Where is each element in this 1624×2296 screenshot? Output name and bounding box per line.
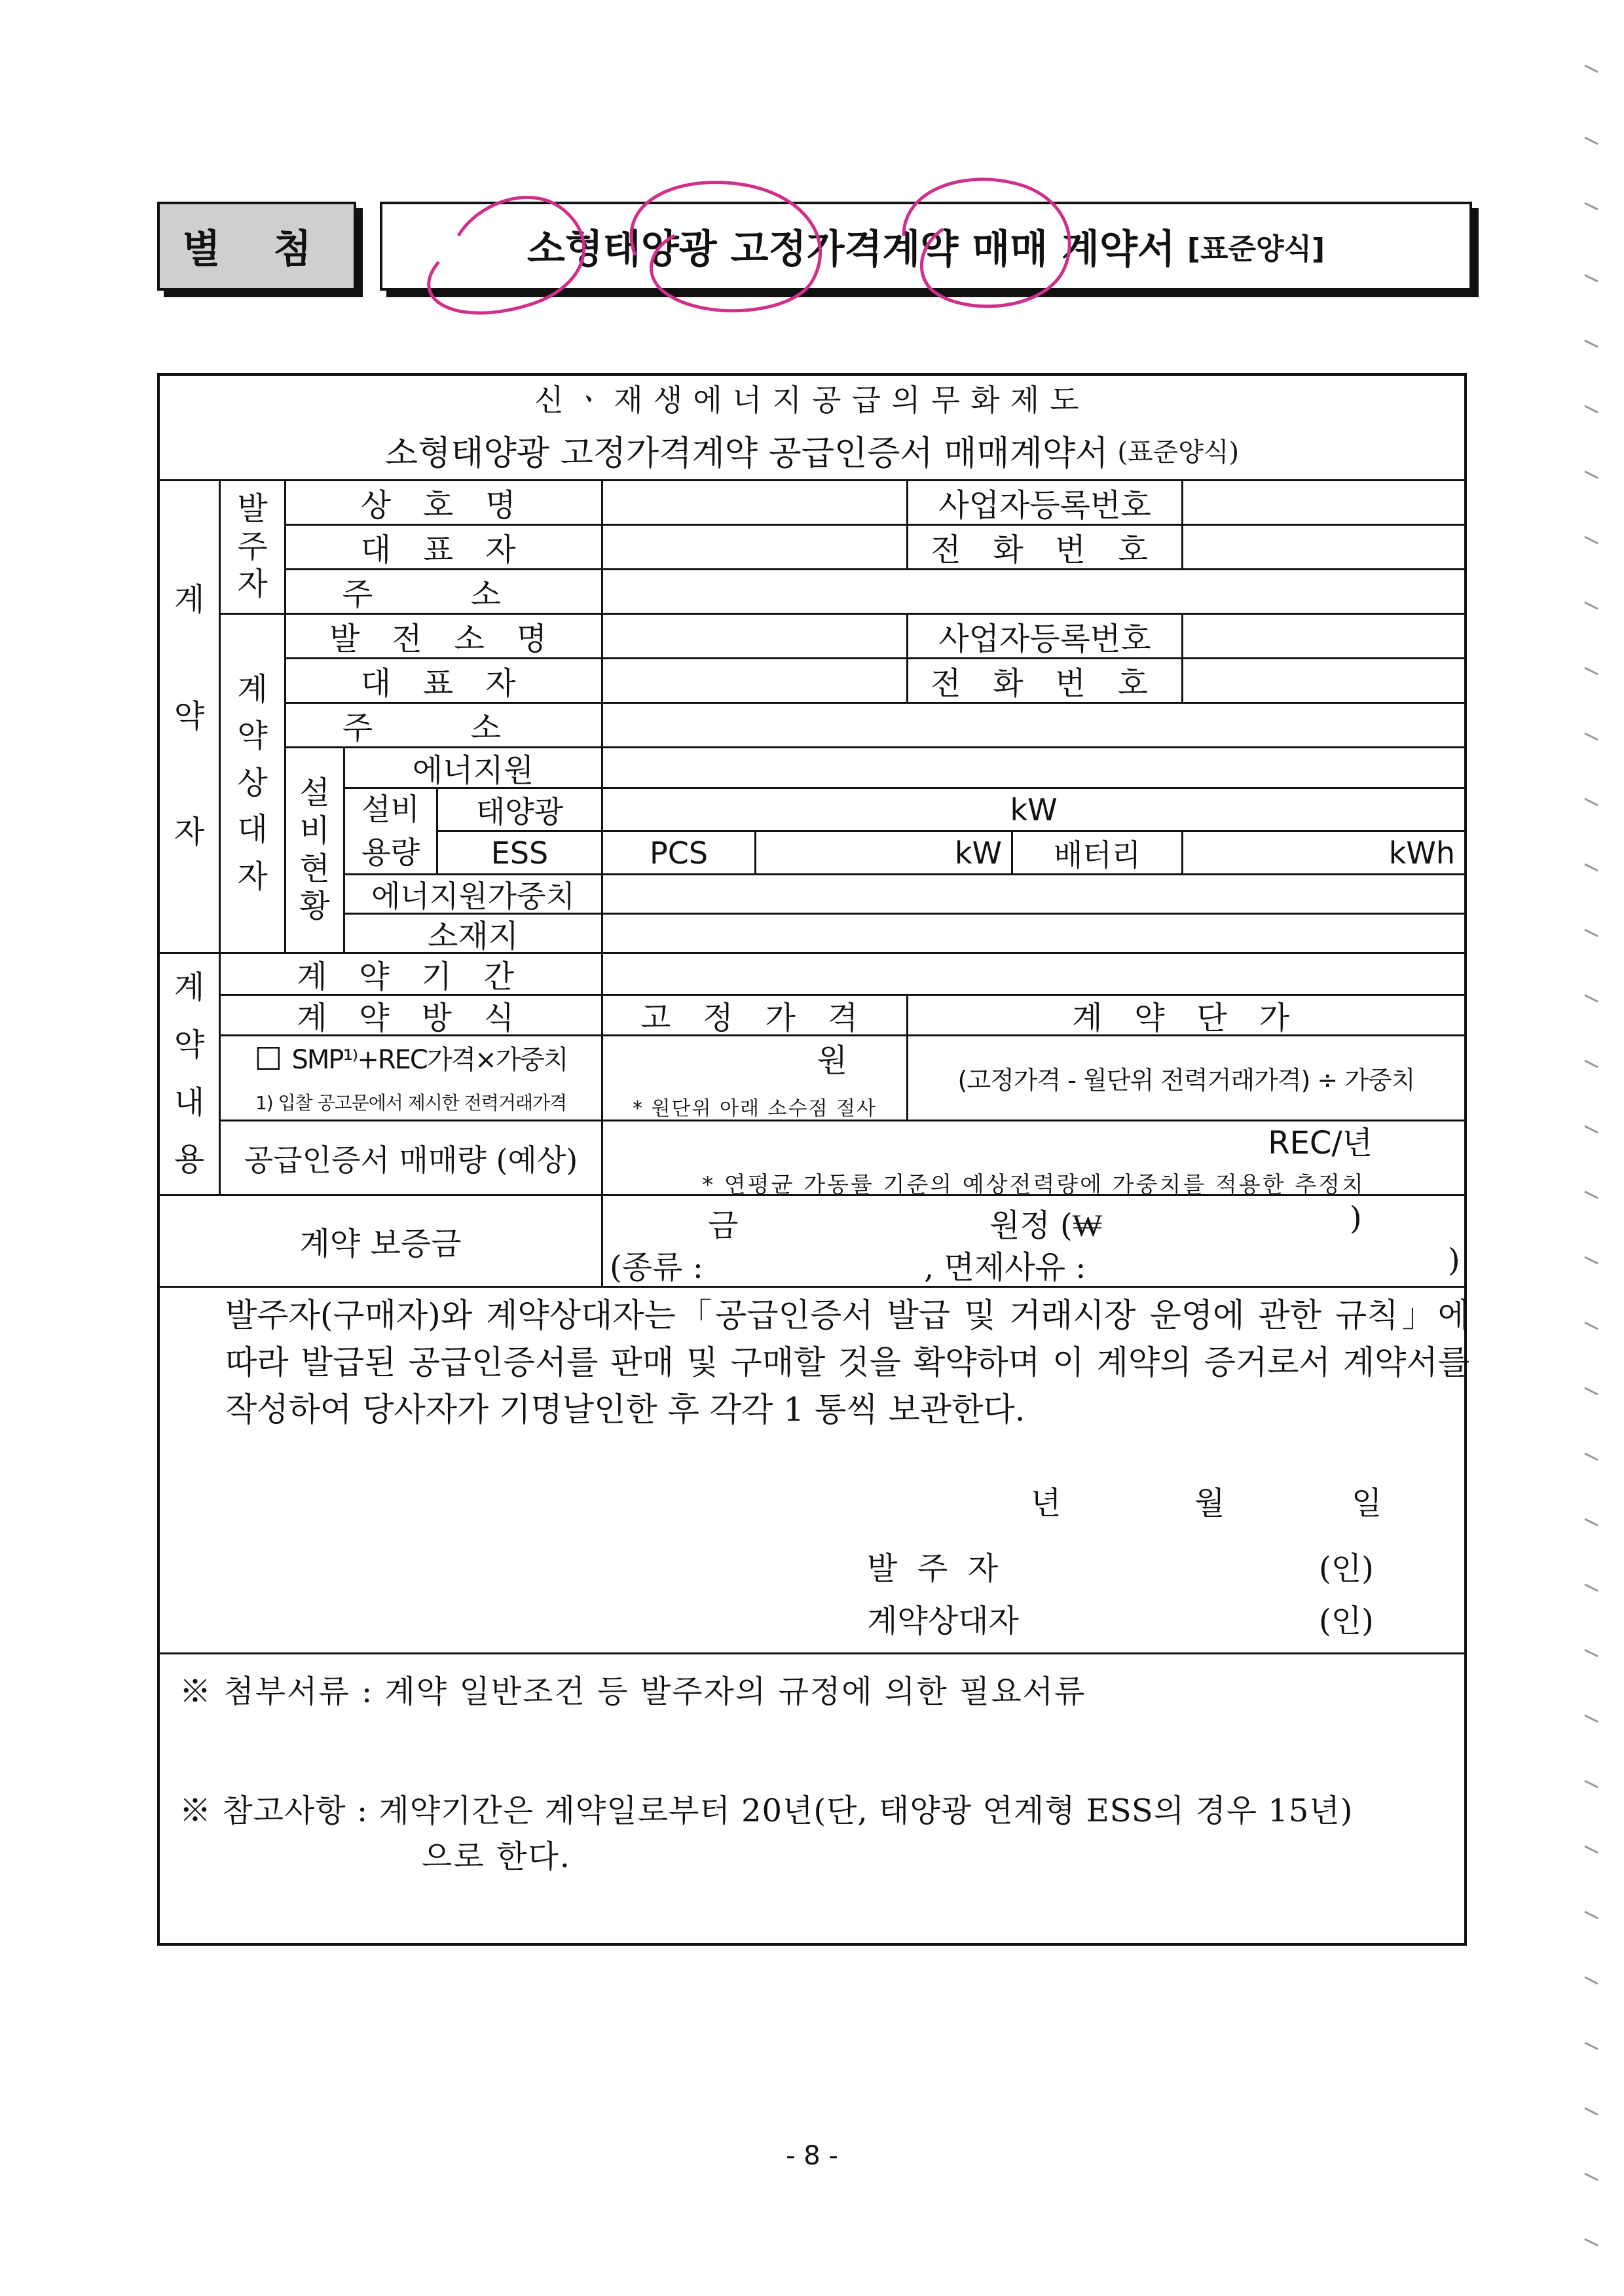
reference-note-continued: 으로 한다. <box>422 1838 571 1875</box>
orderer-label-char: 자 <box>237 566 268 603</box>
party-label-char: 자 <box>174 814 205 851</box>
facility-label-char: 현 <box>299 850 330 887</box>
solar-capacity-field[interactable]: kW <box>601 787 1464 830</box>
counterparty-label-char: 자 <box>237 858 268 895</box>
deposit-label: 계약 보증금 <box>160 1194 601 1286</box>
party-label <box>160 479 219 952</box>
orderer-company-name-label: 상 호 명 <box>284 479 601 524</box>
page-number: - 8 - <box>786 2141 838 2171</box>
deposit-amount-label: 원정 (₩ <box>989 1207 1103 1244</box>
party-label-char: 계 <box>174 581 205 619</box>
binding-marks <box>1565 0 1624 2296</box>
content-label-char: 내 <box>174 1084 205 1121</box>
rec-unit: REC/년 <box>1268 1124 1373 1161</box>
orderer-label <box>219 479 284 613</box>
document-title: 소형태양광 고정가격계약 매매 계약서 <box>526 227 1175 272</box>
pcs-label: PCS <box>601 830 754 873</box>
battery-label: 배터리 <box>1011 830 1181 873</box>
energy-source-field[interactable] <box>601 746 1464 787</box>
orderer-label-char: 주 <box>237 528 268 565</box>
document-title-suffix: [표준양식] <box>1187 232 1325 266</box>
seal-counterparty[interactable]: (인) <box>1319 1603 1374 1639</box>
counterparty-phone-field[interactable] <box>1181 657 1464 702</box>
form-title-suffix: (표준양식) <box>1117 437 1240 467</box>
counterparty-label-char: 대 <box>237 811 268 848</box>
period-label: 계 약 기 간 <box>219 952 601 994</box>
battery-capacity-field[interactable]: kWh <box>1181 830 1464 873</box>
counterparty-representative-label: 대 표 자 <box>284 657 601 702</box>
weight-field[interactable] <box>601 873 1464 913</box>
deposit-amount-close: ) <box>1350 1200 1362 1237</box>
facility-label-char: 황 <box>299 888 330 925</box>
counterparty-label <box>219 613 284 952</box>
party-label-char: 약 <box>174 697 205 735</box>
fixed-price-label: 고 정 가 격 <box>601 994 906 1034</box>
capacity-label-line: 용량 <box>361 834 420 870</box>
deposit-exemption-label: , 면제사유 : <box>924 1249 1086 1286</box>
seal-orderer[interactable]: (인) <box>1319 1550 1374 1587</box>
signer-counterparty: 계약상대자 <box>867 1603 1019 1639</box>
method-label: 계 약 방 식 <box>219 994 601 1034</box>
unit-price-formula: (고정가격 - 월단위 전력거래가격) ÷ 가중치 <box>906 1034 1464 1120</box>
orderer-address-label: 주 소 <box>284 568 601 613</box>
content-label-char: 계 <box>174 969 205 1006</box>
pen-circle-3 <box>904 179 1069 306</box>
counterparty-biz-reg-label: 사업자등록번호 <box>906 613 1181 657</box>
counterparty-biz-reg-field[interactable] <box>1181 613 1464 657</box>
orderer-phone-field[interactable] <box>1181 524 1464 568</box>
agreement-section <box>160 1286 1469 1652</box>
deposit-cell[interactable] <box>601 1194 1464 1286</box>
content-label-char: 약 <box>174 1026 205 1063</box>
smp-checkbox[interactable]: ☐ <box>254 1040 283 1078</box>
content-label <box>160 952 219 1194</box>
orderer-phone-label: 전 화 번 호 <box>906 524 1181 568</box>
plant-name-field[interactable] <box>601 613 906 657</box>
facility-label-char: 비 <box>299 812 330 849</box>
attachment-badge: 별 첨 <box>157 202 356 291</box>
smp-footnote: 1) 입찰 공고문에서 제시한 전력거래가격 <box>255 1092 567 1114</box>
counterparty-phone-label: 전 화 번 호 <box>906 657 1181 702</box>
attachment-note: ※ 첨부서류 : 계약 일반조건 등 발주자의 규정에 의한 필요서류 <box>179 1673 1086 1710</box>
weight-label: 에너지원가중치 <box>343 873 601 913</box>
date-day: 일 <box>1352 1485 1382 1522</box>
volume-note: * 연평균 가동률 기준의 예상전력량에 가중치를 적용한 추정치 <box>702 1171 1365 1198</box>
counterparty-address-field[interactable] <box>601 702 1464 746</box>
facility-label-char: 설 <box>299 774 330 812</box>
capacity-label-line: 설비 <box>361 792 420 828</box>
date-month: 월 <box>1194 1485 1225 1522</box>
volume-label: 공급인증서 매매량 (예상) <box>219 1120 601 1194</box>
plant-name-label: 발 전 소 명 <box>284 613 601 657</box>
signer-orderer: 발 주 자 <box>867 1550 999 1587</box>
volume-cell[interactable] <box>601 1120 1464 1198</box>
counterparty-label-char: 계 <box>237 670 268 708</box>
orderer-company-name-field[interactable] <box>601 479 906 524</box>
contract-form <box>157 373 1467 1946</box>
reference-note: ※ 참고사항 : 계약기간은 계약일로부터 20년(단, 태양광 연계형 ESS의 경우 15년) <box>179 1793 1354 1829</box>
method-cell <box>219 1034 601 1120</box>
form-title-text: 소형태양광 고정가격계약 공급인증서 매매계약서 <box>384 433 1109 473</box>
deposit-type-label: (종류 : <box>610 1249 703 1286</box>
unit-price-label: 계 약 단 가 <box>906 994 1464 1034</box>
energy-source-label: 에너지원 <box>343 746 601 787</box>
content-label-char: 용 <box>174 1141 205 1178</box>
period-field[interactable] <box>601 952 1464 994</box>
counterparty-representative-field[interactable] <box>601 657 906 702</box>
deposit-amount-prefix: 금 <box>708 1207 739 1244</box>
orderer-label-char: 발 <box>237 490 268 528</box>
orderer-biz-reg-field[interactable] <box>1181 479 1464 524</box>
solar-label: 태양광 <box>436 787 601 830</box>
notes-section <box>160 1652 1464 1943</box>
pen-markings <box>367 164 1218 334</box>
counterparty-label-char: 상 <box>237 764 268 801</box>
program-name: 신ㆍ재생에너지공급의무화제도 <box>534 382 1090 418</box>
smp-formula: SMP¹⁾+REC가격×가중치 <box>291 1044 568 1075</box>
date-year: 년 <box>1031 1485 1061 1522</box>
method-option <box>254 1041 567 1079</box>
fixed-price-cell[interactable] <box>601 1034 906 1120</box>
location-field[interactable] <box>601 913 1464 952</box>
form-title <box>160 420 1464 479</box>
location-label: 소재지 <box>343 913 601 952</box>
won-note: * 원단위 아래 소수점 절사 <box>633 1097 877 1120</box>
pen-circle-1 <box>429 197 584 313</box>
ess-label: ESS <box>436 830 601 873</box>
orderer-representative-label: 대 표 자 <box>284 524 601 568</box>
orderer-representative-field[interactable] <box>601 524 906 568</box>
deposit-type-close: ) <box>1448 1242 1460 1279</box>
orderer-biz-reg-label: 사업자등록번호 <box>906 479 1181 524</box>
counterparty-address-label: 주 소 <box>284 702 601 746</box>
pcs-capacity-field[interactable]: kW <box>754 830 1011 873</box>
agreement-text: 발주자(구매자)와 계약상대자는「공급인증서 발급 및 거래시장 운영에 관한 규칙」에 따라 발급된 공급인증서를 판매 및 구매할 것을 확약하며 이 계약의 증거로서 계약서를 작성하여 당사자가 기명날인한 후 각각 1 통씩 보관한다. <box>225 1296 1469 1429</box>
counterparty-label-char: 약 <box>237 718 268 755</box>
facility-label <box>284 746 343 952</box>
capacity-label <box>343 787 436 873</box>
pen-circle-2 <box>631 182 820 310</box>
orderer-address-field[interactable] <box>601 568 1464 613</box>
won-unit: 원 <box>817 1042 847 1079</box>
